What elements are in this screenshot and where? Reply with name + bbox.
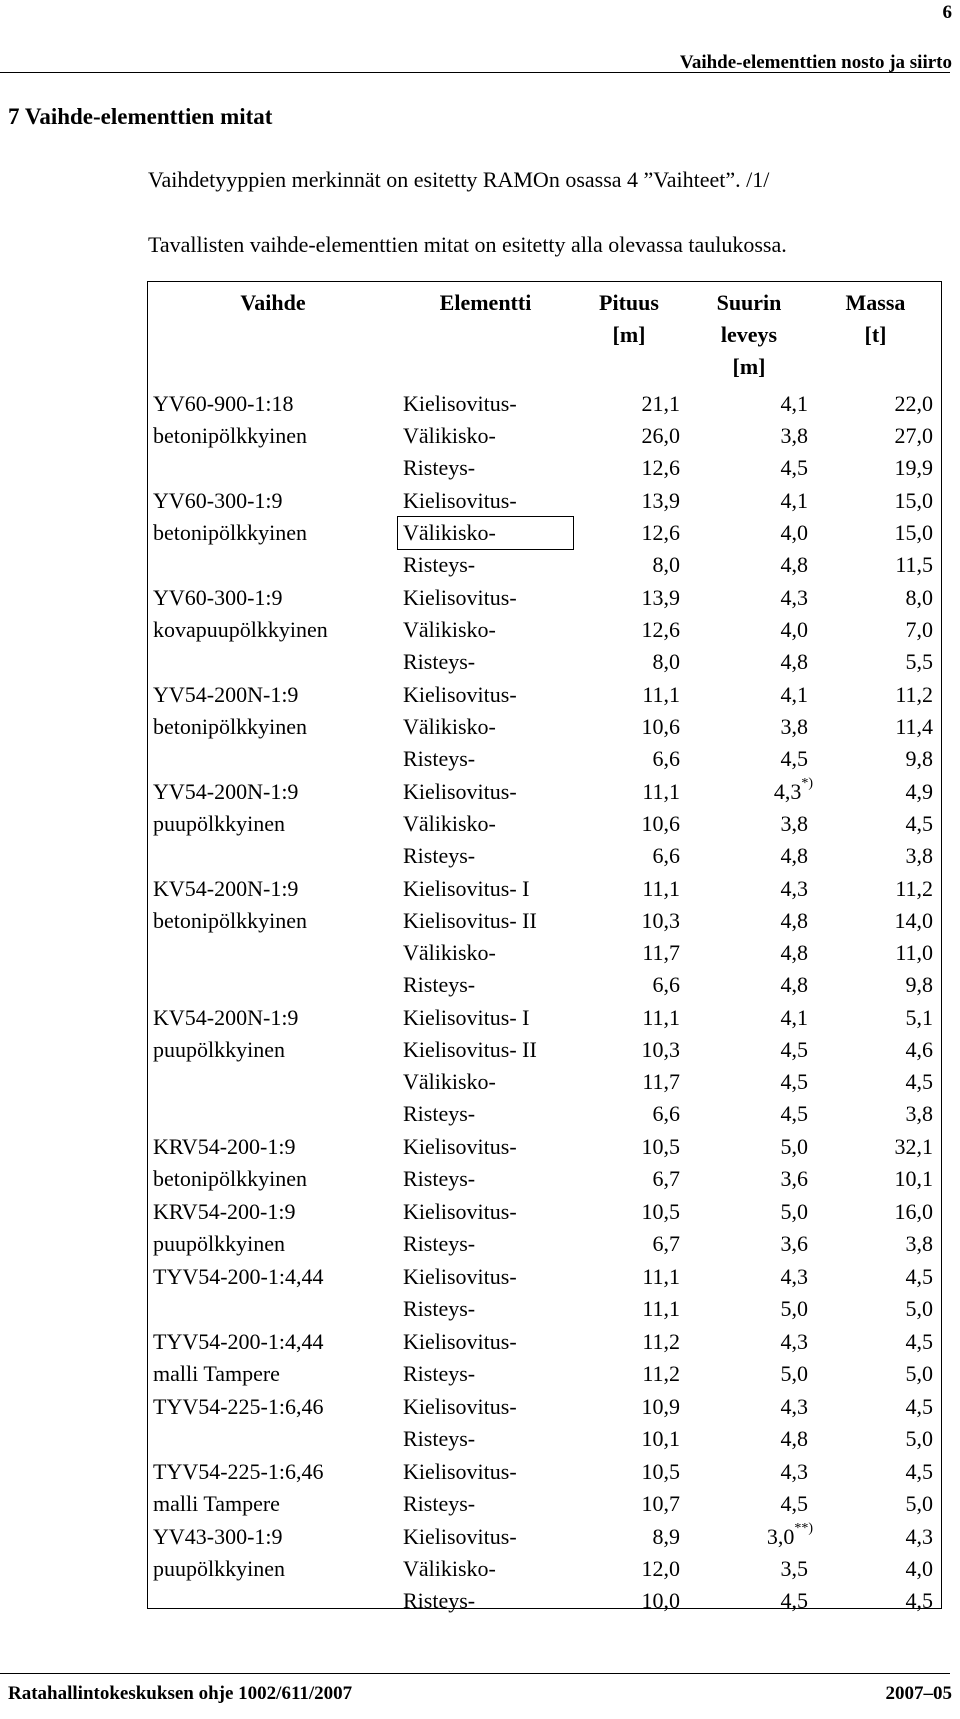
cell-vaihde: TYV54-225-1:6,46 [153, 1394, 324, 1419]
table-header-row [148, 281, 938, 388]
cell-vaihde: YV60-300-1:9 [153, 585, 283, 610]
cell-vaihde: betonipölkkyinen [153, 1166, 307, 1191]
cell-leveys [685, 1326, 813, 1359]
table-row [148, 582, 938, 615]
cell-leveys-value: 4,5 [780, 455, 808, 480]
table-row [148, 1293, 938, 1326]
table-row [148, 873, 938, 906]
table-row [148, 1163, 938, 1196]
footnote-marker: *) [801, 775, 813, 791]
cell-leveys [685, 1196, 813, 1229]
cell-elementti: Kielisovitus- [403, 1199, 517, 1224]
cell-massa: 19,9 [894, 455, 933, 480]
cell-leveys-value: 4,1 [780, 488, 808, 513]
cell-elementti: Kielisovitus- [403, 1524, 517, 1549]
cell-massa: 5,0 [905, 1491, 933, 1516]
cell-pituus: 10,9 [641, 1394, 680, 1419]
cell-leveys [685, 873, 813, 906]
cell-leveys-value: 4,8 [780, 940, 808, 965]
cell-vaihde: kovapuupölkkyinen [153, 617, 328, 642]
cell-leveys-value: 5,0 [780, 1199, 808, 1224]
paragraph-table-intro: Tavallisten vaihde-elementtien mitat on esitetty alla olevassa taulukossa. [148, 232, 787, 257]
cell-massa: 5,0 [905, 1426, 933, 1451]
footnote-marker: **) [794, 1520, 813, 1536]
cell-leveys-value: 3,8 [780, 423, 808, 448]
cell-massa: 8,0 [905, 585, 933, 610]
cell-massa: 11,4 [895, 714, 933, 739]
cell-leveys [685, 1228, 813, 1261]
cell-elementti: Välikisko- [403, 811, 496, 836]
cell-leveys-value: 4,3 [780, 1264, 808, 1289]
running-header: Vaihde-elementtien nosto ja siirto [679, 52, 952, 73]
cell-elementti: Kielisovitus- II [403, 1037, 537, 1062]
cell-leveys-value: 4,3 [780, 876, 808, 901]
cell-leveys-value: 4,3 [780, 1394, 808, 1419]
cell-pituus: 10,5 [641, 1134, 680, 1159]
cell-pituus: 12,6 [641, 617, 680, 642]
cell-massa: 7,0 [905, 617, 933, 642]
cell-leveys [685, 1585, 813, 1617]
cell-massa: 3,8 [905, 843, 933, 868]
cell-vaihde: puupölkkyinen [153, 811, 285, 836]
cell-elementti: Kielisovitus- [403, 1134, 517, 1159]
cell-pituus: 10,5 [641, 1199, 680, 1224]
cell-pituus: 11,2 [642, 1361, 680, 1386]
cell-leveys [685, 1358, 813, 1391]
section-heading: 7 Vaihde-elementtien mitat [8, 104, 273, 129]
cell-elementti: Kielisovitus- [403, 391, 517, 416]
cell-elementti: Risteys- [403, 1426, 476, 1451]
cell-pituus: 6,6 [652, 972, 680, 997]
header-leveys-line2: leveys [720, 322, 778, 347]
cell-pituus: 13,9 [641, 585, 680, 610]
cell-leveys-value: 3,6 [780, 1166, 808, 1191]
cell-elementti: Välikisko- [398, 517, 573, 549]
cell-vaihde: betonipölkkyinen [153, 714, 307, 739]
header-divider [0, 72, 950, 73]
cell-elementti: Risteys- [403, 552, 476, 577]
header-elementti: Elementti [439, 290, 532, 315]
cell-massa: 4,3 [905, 1524, 933, 1549]
cell-pituus: 10,3 [641, 1037, 680, 1062]
cell-leveys-value: 4,8 [780, 1426, 808, 1451]
cell-leveys [685, 485, 813, 518]
table-row [148, 840, 938, 873]
cell-elementti: Risteys- [403, 972, 476, 997]
cell-elementti: Kielisovitus- [403, 488, 517, 513]
footer-divider [0, 1673, 950, 1674]
table-row [148, 1098, 938, 1131]
header-leveys-line1: Suurin [716, 290, 782, 315]
cell-pituus: 6,7 [652, 1166, 680, 1191]
cell-leveys-value: 4,5 [780, 1037, 808, 1062]
cell-leveys-value: 3,6 [780, 1231, 808, 1256]
cell-leveys [685, 808, 813, 840]
cell-leveys [685, 969, 813, 1002]
cell-elementti: Välikisko- [403, 1069, 496, 1094]
cell-leveys [685, 905, 813, 937]
cell-leveys [685, 388, 813, 421]
header-massa-line1: Massa [845, 290, 906, 315]
cell-leveys [685, 1098, 813, 1131]
cell-massa: 4,5 [905, 811, 933, 836]
cell-vaihde: KV54-200N-1:9 [153, 876, 299, 901]
table-row [148, 388, 938, 421]
cell-vaihde: betonipölkkyinen [153, 908, 307, 933]
table-row [148, 646, 938, 679]
cell-elementti: Risteys- [403, 1491, 476, 1516]
table-row [148, 679, 938, 712]
cell-elementti: Risteys- [403, 455, 476, 480]
cell-leveys-value: 4,0 [780, 520, 808, 545]
cell-vaihde: betonipölkkyinen [153, 423, 307, 448]
cell-leveys-value: 4,0 [780, 617, 808, 642]
cell-elementti: Risteys- [403, 843, 476, 868]
cell-leveys-value: 4,3 [773, 779, 802, 804]
cell-leveys-value: 3,5 [780, 1556, 808, 1581]
cell-vaihde: puupölkkyinen [153, 1231, 285, 1256]
cell-leveys [685, 743, 813, 776]
table-row [148, 614, 938, 646]
cell-pituus: 10,7 [641, 1491, 680, 1516]
cell-pituus: 12,0 [641, 1556, 680, 1581]
cell-massa: 5,5 [905, 649, 933, 674]
cell-massa: 5,0 [905, 1361, 933, 1386]
cell-massa: 4,5 [905, 1588, 933, 1613]
cell-elementti: Risteys- [403, 1296, 476, 1321]
cell-leveys [685, 420, 813, 452]
cell-leveys [685, 1391, 813, 1424]
cell-vaihde [148, 1423, 398, 1456]
cell-leveys-value: 4,8 [780, 843, 808, 868]
cell-leveys-value: 5,0 [780, 1296, 808, 1321]
cell-elementti: Välikisko- [403, 423, 496, 448]
cell-leveys-value: 4,5 [780, 1491, 808, 1516]
cell-pituus: 8,9 [652, 1524, 680, 1549]
cell-pituus: 6,6 [652, 746, 680, 771]
cell-pituus: 11,1 [642, 1005, 680, 1030]
cell-massa: 11,0 [895, 940, 933, 965]
cell-vaihde [148, 646, 398, 679]
cell-leveys-value: 4,3 [780, 1329, 808, 1354]
cell-leveys [685, 679, 813, 712]
table-body [148, 388, 938, 1618]
table-row [148, 485, 938, 518]
cell-leveys-value: 5,0 [780, 1134, 808, 1159]
cell-vaihde: KRV54-200-1:9 [153, 1134, 296, 1159]
cell-vaihde [148, 452, 398, 485]
table-row [148, 452, 938, 485]
cell-leveys [685, 1488, 813, 1521]
cell-elementti: Kielisovitus- [403, 1394, 517, 1419]
cell-pituus: 6,7 [652, 1231, 680, 1256]
cell-vaihde [148, 1585, 398, 1617]
cell-leveys [685, 1002, 813, 1035]
cell-elementti: Kielisovitus- [403, 779, 517, 804]
cell-massa: 3,8 [905, 1231, 933, 1256]
cell-vaihde [148, 937, 398, 969]
cell-leveys-value: 3,0 [766, 1524, 795, 1549]
cell-pituus: 10,1 [641, 1426, 680, 1451]
cell-leveys [685, 776, 813, 809]
cell-vaihde: YV54-200N-1:9 [153, 779, 299, 804]
cell-massa: 9,8 [905, 972, 933, 997]
cell-vaihde [148, 743, 398, 776]
table-row [148, 1228, 938, 1261]
cell-leveys-value: 4,3 [780, 585, 808, 610]
cell-leveys [685, 517, 813, 549]
cell-massa: 4,6 [905, 1037, 933, 1062]
cell-elementti: Risteys- [403, 1588, 476, 1613]
cell-pituus: 11,7 [642, 940, 680, 965]
cell-pituus: 12,6 [641, 520, 680, 545]
cell-pituus: 11,1 [642, 1296, 680, 1321]
header-leveys [685, 281, 813, 388]
cell-pituus: 11,1 [642, 1264, 680, 1289]
paragraph-intro: Vaihdetyyppien merkinnät on esitetty RAMOn osassa 4 ”Vaihteet”. /1/ [148, 167, 770, 192]
table-row [148, 1326, 938, 1359]
cell-massa: 5,1 [905, 1005, 933, 1030]
table-row [148, 905, 938, 937]
cell-leveys [685, 582, 813, 615]
cell-vaihde [148, 1066, 398, 1098]
cell-massa: 4,5 [905, 1394, 933, 1419]
cell-leveys-value: 4,5 [780, 746, 808, 771]
cell-vaihde [148, 969, 398, 1002]
cell-leveys-value: 3,8 [780, 714, 808, 739]
table-row [148, 1456, 938, 1489]
cell-leveys-value: 4,1 [780, 1005, 808, 1030]
cell-leveys-value: 5,0 [780, 1361, 808, 1386]
header-pituus [573, 281, 685, 388]
cell-elementti: Kielisovitus- I [403, 1005, 530, 1030]
cell-leveys [685, 1261, 813, 1294]
table-row [148, 1066, 938, 1098]
cell-elementti: Kielisovitus- [403, 585, 517, 610]
cell-vaihde: YV60-900-1:18 [153, 391, 294, 416]
cell-massa: 32,1 [894, 1134, 933, 1159]
table-row [148, 711, 938, 743]
header-massa-line2: [t] [864, 322, 887, 347]
table-row [148, 1585, 938, 1617]
cell-pituus: 10,3 [641, 908, 680, 933]
cell-vaihde: TYV54-200-1:4,44 [153, 1264, 324, 1289]
cell-massa: 4,5 [905, 1459, 933, 1484]
table-row [148, 549, 938, 582]
cell-pituus: 10,0 [641, 1588, 680, 1613]
cell-leveys [685, 1456, 813, 1489]
cell-massa: 11,2 [895, 876, 933, 901]
cell-pituus: 11,1 [642, 779, 680, 804]
cell-vaihde: TYV54-225-1:6,46 [153, 1459, 324, 1484]
cell-massa: 10,1 [894, 1166, 933, 1191]
cell-leveys [685, 646, 813, 679]
cell-elementti: Välikisko- [403, 617, 496, 642]
header-massa [813, 281, 938, 388]
table-row [148, 1131, 938, 1164]
cell-massa: 4,9 [905, 779, 933, 804]
cell-vaihde: puupölkkyinen [153, 1037, 285, 1062]
table-row [148, 937, 938, 969]
cell-vaihde: YV43-300-1:9 [153, 1524, 283, 1549]
cell-leveys-value: 4,8 [780, 972, 808, 997]
table-row [148, 776, 938, 809]
cell-pituus: 6,6 [652, 1101, 680, 1126]
cell-vaihde: betonipölkkyinen [153, 520, 307, 545]
table-row [148, 517, 938, 549]
cell-leveys-value: 4,1 [780, 391, 808, 416]
cell-elementti: Kielisovitus- [403, 682, 517, 707]
cell-elementti: Välikisko- [403, 714, 496, 739]
cell-leveys [685, 1293, 813, 1326]
cell-elementti: Risteys- [403, 1166, 476, 1191]
table-row [148, 1521, 938, 1554]
cell-vaihde: TYV54-200-1:4,44 [153, 1329, 324, 1354]
table-row [148, 808, 938, 840]
cell-leveys [685, 1163, 813, 1196]
cell-leveys-value: 4,8 [780, 649, 808, 674]
cell-elementti: Risteys- [403, 649, 476, 674]
cell-pituus: 11,1 [642, 876, 680, 901]
header-pituus-line2: [m] [612, 322, 646, 347]
dimensions-table [148, 281, 938, 1617]
header-leveys-line3: [m] [732, 354, 766, 379]
cell-elementti: Kielisovitus- [403, 1459, 517, 1484]
cell-leveys [685, 1131, 813, 1164]
header-vaihde: Vaihde [240, 290, 306, 315]
cell-leveys [685, 1066, 813, 1098]
table-row [148, 1553, 938, 1585]
table-row [148, 1358, 938, 1391]
table-row [148, 1391, 938, 1424]
cell-leveys-value: 4,5 [780, 1069, 808, 1094]
page-number: 6 [942, 2, 952, 23]
cell-massa: 15,0 [894, 488, 933, 513]
cell-elementti: Risteys- [403, 1361, 476, 1386]
cell-leveys [685, 1423, 813, 1456]
cell-massa: 9,8 [905, 746, 933, 771]
table-row [148, 969, 938, 1002]
cell-leveys-value: 4,3 [780, 1459, 808, 1484]
cell-leveys [685, 840, 813, 873]
cell-pituus: 8,0 [652, 552, 680, 577]
cell-vaihde [148, 549, 398, 582]
header-pituus-line1: Pituus [599, 290, 659, 315]
table-row [148, 1034, 938, 1066]
cell-elementti: Risteys- [403, 746, 476, 771]
cell-massa: 11,2 [895, 682, 933, 707]
cell-vaihde: malli Tampere [153, 1361, 280, 1386]
cell-massa: 4,0 [905, 1556, 933, 1581]
cell-leveys-value: 4,1 [780, 682, 808, 707]
cell-vaihde [148, 840, 398, 873]
cell-pituus: 10,5 [641, 1459, 680, 1484]
cell-elementti: Välikisko- [403, 1556, 496, 1581]
cell-leveys [685, 711, 813, 743]
cell-massa: 5,0 [905, 1296, 933, 1321]
cell-massa: 3,8 [905, 1101, 933, 1126]
cell-leveys [685, 549, 813, 582]
table-row [148, 1423, 938, 1456]
cell-vaihde [148, 1293, 398, 1326]
cell-leveys-value: 4,5 [780, 1588, 808, 1613]
cell-pituus: 11,1 [642, 682, 680, 707]
cell-massa: 4,5 [905, 1069, 933, 1094]
cell-pituus: 11,2 [642, 1329, 680, 1354]
table-row [148, 1002, 938, 1035]
cell-massa: 27,0 [894, 423, 933, 448]
table-row [148, 420, 938, 452]
cell-vaihde: puupölkkyinen [153, 1556, 285, 1581]
footer-date: 2007–05 [885, 1683, 952, 1704]
cell-pituus: 11,7 [642, 1069, 680, 1094]
table-row [148, 743, 938, 776]
cell-massa: 15,0 [894, 520, 933, 545]
cell-elementti: Kielisovitus- [403, 1329, 517, 1354]
cell-massa: 4,5 [905, 1329, 933, 1354]
cell-massa: 22,0 [894, 391, 933, 416]
cell-leveys-value: 4,8 [780, 552, 808, 577]
cell-elementti: Risteys- [403, 1101, 476, 1126]
cell-vaihde: KV54-200N-1:9 [153, 1005, 299, 1030]
cell-leveys [685, 614, 813, 646]
cell-elementti: Kielisovitus- I [403, 876, 530, 901]
cell-pituus: 26,0 [641, 423, 680, 448]
cell-pituus: 12,6 [641, 455, 680, 480]
cell-massa: 4,5 [905, 1264, 933, 1289]
table-row [148, 1488, 938, 1521]
cell-elementti: Risteys- [403, 1231, 476, 1256]
cell-pituus: 8,0 [652, 649, 680, 674]
cell-massa: 14,0 [894, 908, 933, 933]
table-row [148, 1261, 938, 1294]
cell-leveys-value: 4,8 [780, 908, 808, 933]
cell-pituus: 21,1 [641, 391, 680, 416]
cell-vaihde: YV54-200N-1:9 [153, 682, 299, 707]
cell-leveys [685, 452, 813, 485]
cell-leveys-value: 3,8 [780, 811, 808, 836]
cell-leveys [685, 1034, 813, 1066]
cell-leveys [685, 937, 813, 969]
cell-leveys-value: 4,5 [780, 1101, 808, 1126]
cell-massa: 11,5 [895, 552, 933, 577]
cell-elementti: Kielisovitus- II [403, 908, 537, 933]
cell-pituus: 6,6 [652, 843, 680, 868]
cell-massa: 16,0 [894, 1199, 933, 1224]
cell-elementti: Välikisko- [403, 940, 496, 965]
cell-vaihde: YV60-300-1:9 [153, 488, 283, 513]
cell-vaihde: malli Tampere [153, 1491, 280, 1516]
cell-leveys [685, 1553, 813, 1585]
cell-vaihde: KRV54-200-1:9 [153, 1199, 296, 1224]
cell-pituus: 10,6 [641, 714, 680, 739]
cell-pituus: 10,6 [641, 811, 680, 836]
cell-vaihde [148, 1098, 398, 1131]
table-row [148, 1196, 938, 1229]
cell-pituus: 13,9 [641, 488, 680, 513]
cell-leveys [685, 1521, 813, 1554]
footer-document-id: Ratahallintokeskuksen ohje 1002/611/2007 [8, 1683, 353, 1704]
cell-elementti: Kielisovitus- [403, 1264, 517, 1289]
